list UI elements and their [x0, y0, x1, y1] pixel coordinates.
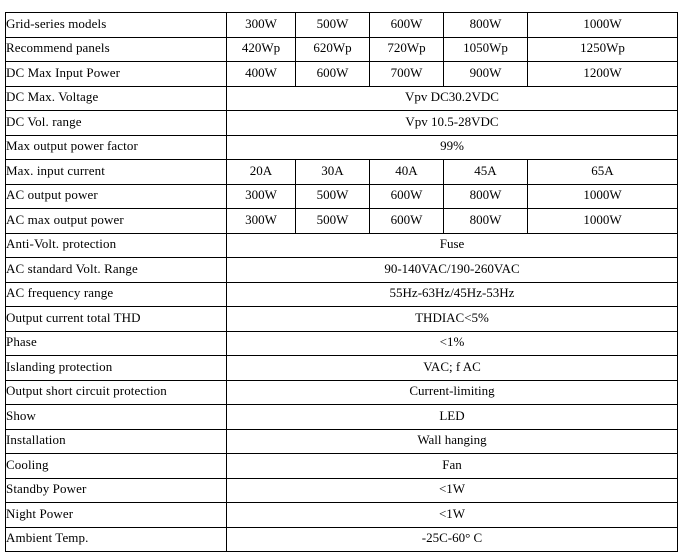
row-value-merged: <1W: [227, 503, 678, 528]
row-value-cell: 800W: [444, 13, 528, 38]
row-value-cell: 800W: [444, 209, 528, 234]
row-label: Show: [6, 405, 227, 430]
table-row: [6, 527, 678, 552]
table-row: [6, 331, 678, 356]
row-value-merged: <1W: [227, 478, 678, 503]
row-value-cell: 620Wp: [296, 37, 370, 62]
table-row: [6, 13, 678, 38]
row-value-merged: LED: [227, 405, 678, 430]
table-row: [6, 111, 678, 136]
row-value-merged: THDIAC<5%: [227, 307, 678, 332]
table-row: [6, 454, 678, 479]
row-value-cell: 720Wp: [370, 37, 444, 62]
row-value-cell: 500W: [296, 209, 370, 234]
row-value-cell: 20A: [227, 160, 296, 185]
row-label: Max output power factor: [6, 135, 227, 160]
row-value-merged: 99%: [227, 135, 678, 160]
row-value-cell: 500W: [296, 184, 370, 209]
row-value-cell: 1050Wp: [444, 37, 528, 62]
table-row: [6, 307, 678, 332]
row-value-merged: Fuse: [227, 233, 678, 258]
row-value-merged: <1%: [227, 331, 678, 356]
table-row: [6, 258, 678, 283]
row-label: AC max output power: [6, 209, 227, 234]
row-value-cell: 1000W: [528, 13, 678, 38]
table-row: [6, 160, 678, 185]
row-label: DC Max. Voltage: [6, 86, 227, 111]
row-label: Anti-Volt. protection: [6, 233, 227, 258]
row-label: Standby Power: [6, 478, 227, 503]
row-label: Recommend panels: [6, 37, 227, 62]
table-row: [6, 282, 678, 307]
row-value-merged: Fan: [227, 454, 678, 479]
table-row: [6, 37, 678, 62]
row-value-cell: 800W: [444, 184, 528, 209]
row-value-cell: 600W: [296, 62, 370, 87]
row-value-cell: 500W: [296, 13, 370, 38]
row-value-cell: 30A: [296, 160, 370, 185]
row-label: Phase: [6, 331, 227, 356]
row-value-cell: 600W: [370, 13, 444, 38]
row-label: AC output power: [6, 184, 227, 209]
row-value-cell: 1000W: [528, 209, 678, 234]
row-value-cell: 300W: [227, 209, 296, 234]
row-value-merged: Vpv 10.5-28VDC: [227, 111, 678, 136]
row-value-cell: 1000W: [528, 184, 678, 209]
table-row: [6, 209, 678, 234]
specification-table-body: [6, 13, 678, 552]
row-label: Installation: [6, 429, 227, 454]
row-value-cell: 45A: [444, 160, 528, 185]
row-value-cell: 400W: [227, 62, 296, 87]
table-row: [6, 503, 678, 528]
row-value-merged: 55Hz-63Hz/45Hz-53Hz: [227, 282, 678, 307]
table-row: [6, 356, 678, 381]
row-value-merged: Wall hanging: [227, 429, 678, 454]
row-label: DC Max Input Power: [6, 62, 227, 87]
row-label: Grid-series models: [6, 13, 227, 38]
row-label: Ambient Temp.: [6, 527, 227, 552]
table-row: [6, 478, 678, 503]
row-value-merged: Current-limiting: [227, 380, 678, 405]
row-label: DC Vol. range: [6, 111, 227, 136]
row-label: Output current total THD: [6, 307, 227, 332]
row-label: Islanding protection: [6, 356, 227, 381]
row-value-cell: 600W: [370, 184, 444, 209]
table-row: [6, 135, 678, 160]
row-value-cell: 40A: [370, 160, 444, 185]
row-label: AC standard Volt. Range: [6, 258, 227, 283]
row-value-cell: 300W: [227, 13, 296, 38]
row-value-cell: 600W: [370, 209, 444, 234]
row-value-cell: 65A: [528, 160, 678, 185]
table-row: [6, 429, 678, 454]
table-row: [6, 184, 678, 209]
row-label: Max. input current: [6, 160, 227, 185]
row-value-cell: 900W: [444, 62, 528, 87]
row-label: AC frequency range: [6, 282, 227, 307]
table-row: [6, 86, 678, 111]
specification-table: [5, 12, 678, 552]
row-value-merged: 90-140VAC/190-260VAC: [227, 258, 678, 283]
table-row: [6, 405, 678, 430]
row-value-merged: Vpv DC30.2VDC: [227, 86, 678, 111]
row-value-cell: 700W: [370, 62, 444, 87]
row-value-cell: 420Wp: [227, 37, 296, 62]
table-row: [6, 233, 678, 258]
specification-table-container: [5, 12, 677, 552]
table-row: [6, 380, 678, 405]
row-label: Night Power: [6, 503, 227, 528]
row-value-cell: 1250Wp: [528, 37, 678, 62]
row-value-cell: 300W: [227, 184, 296, 209]
row-value-merged: -25C-60° C: [227, 527, 678, 552]
table-row: [6, 62, 678, 87]
row-value-merged: VAC; f AC: [227, 356, 678, 381]
row-label: Cooling: [6, 454, 227, 479]
row-label: Output short circuit protection: [6, 380, 227, 405]
row-value-cell: 1200W: [528, 62, 678, 87]
